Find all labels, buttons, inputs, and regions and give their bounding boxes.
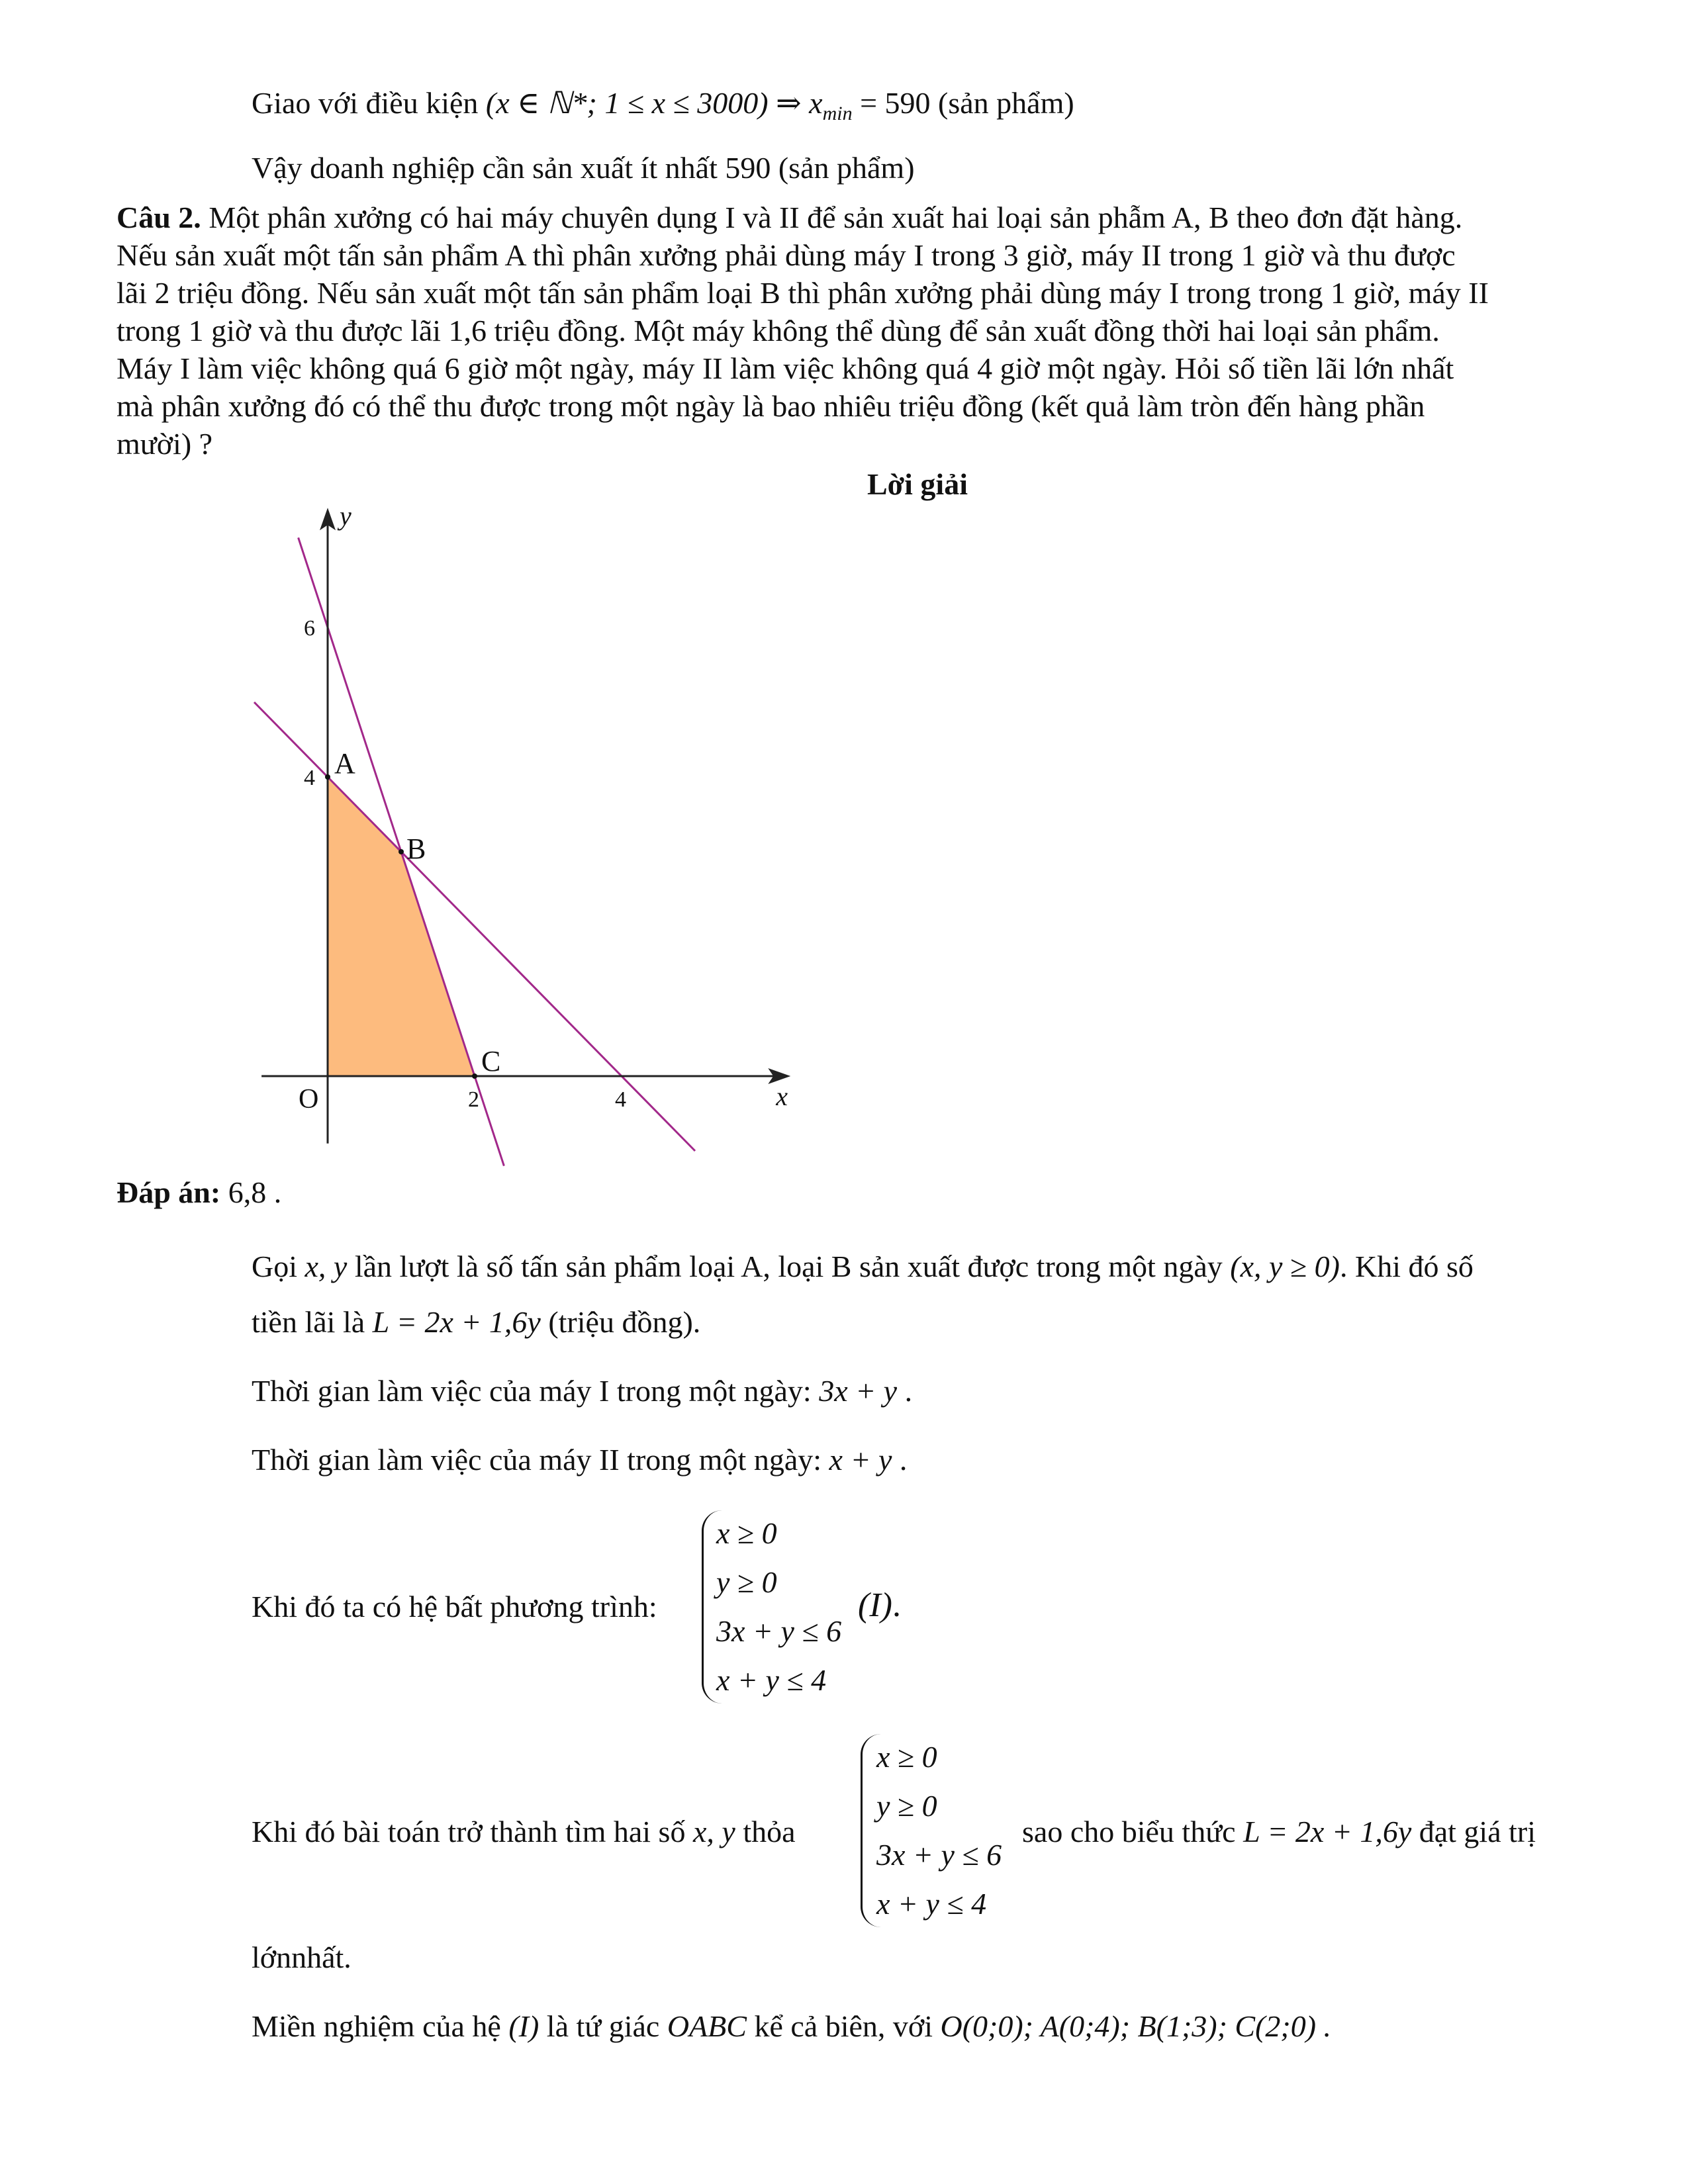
question-line: Máy I làm việc không quá 6 giờ một ngày, máy II làm việc không quá 4 giờ một ngày. Hỏi số tiền lãi lớn nhất xyxy=(117,351,1454,385)
x-tick-label: 2 xyxy=(468,1087,479,1112)
variables: x, y xyxy=(305,1250,348,1283)
shape-name: OABC xyxy=(667,2009,747,2043)
paragraph-problem: Khi đó bài toán trở thành tìm hai số x, y thỏa xyxy=(252,1815,796,1848)
profit-expression: L = 2x + 1,6y xyxy=(372,1305,541,1339)
question-label: Câu 2. xyxy=(117,201,201,234)
y-axis-label: y xyxy=(340,501,352,531)
vertex-A-label: A xyxy=(334,747,355,780)
paragraph-problem-tail: sao cho biểu thức L = 2x + 1,6y đạt giá trị xyxy=(1022,1815,1536,1848)
constraint-line-2 xyxy=(254,702,695,1151)
question-line: Nếu sản xuất một tấn sản phẩm A thì phân xưởng phải dùng máy I trong 3 giờ, máy II trong 1 giờ và thu được xyxy=(117,238,1456,272)
inequality: x ≥ 0 xyxy=(876,1740,937,1774)
system-tag: (I) xyxy=(508,2009,539,2043)
line-condition xyxy=(252,85,1074,132)
profit-expression: L = 2x + 1,6y xyxy=(1243,1815,1412,1848)
paragraph-problem-end: lớnnhất. xyxy=(252,1940,352,1974)
condition-expression: (x ∈ ℕ*; 1 ≤ x ≤ 3000) ⇒ x xyxy=(485,86,823,120)
vertex-list: O(0;0); A(0;4); B(1;3); C(2;0) . xyxy=(940,2009,1332,2043)
inequality: y ≥ 0 xyxy=(876,1789,937,1823)
question-block xyxy=(117,199,1606,463)
x-axis-label: x xyxy=(776,1081,788,1111)
question-line: lãi 2 triệu đồng. Nếu sản xuất một tấn sản phẩm loại B thì phân xưởng phải dùng máy I trong trong 1 giờ, máy II xyxy=(117,276,1489,310)
vertex-C-label: C xyxy=(481,1045,501,1077)
system-lead: Khi đó ta có hệ bất phương trình: xyxy=(252,1590,657,1623)
line-conclusion: Vậy doanh nghiệp cần sản xuất ít nhất 590 (sản phẩm) xyxy=(252,151,915,185)
machine-1-expression: 3x + y xyxy=(819,1374,898,1408)
nonneg-condition: (x, y ≥ 0) xyxy=(1230,1250,1340,1283)
system-tag: (I). xyxy=(858,1586,901,1624)
answer-label: Đáp án: xyxy=(117,1175,221,1209)
inequality: x + y ≤ 4 xyxy=(876,1887,987,1921)
y-tick-label: 6 xyxy=(304,616,315,641)
paragraph-profit: tiền lãi là L = 2x + 1,6y (triệu đồng). xyxy=(252,1305,701,1339)
inequality: 3x + y ≤ 6 xyxy=(716,1614,842,1648)
system-inequalities xyxy=(716,1509,841,1705)
paragraph-variables: Gọi x, y lần lượt là số tấn sản phẩm loại A, loại B sản xuất được trong một ngày (x, y ≥ 0). Khi đó số xyxy=(252,1250,1474,1283)
question-line: mười) ? xyxy=(117,427,213,461)
x-tick-label: 4 xyxy=(615,1087,626,1112)
machine-2-expression: x + y xyxy=(829,1443,892,1477)
question-line: mà phân xưởng đó có thể thu được trong một ngày là bao nhiêu triệu đồng (kết quả làm tròn đến hàng phần xyxy=(117,389,1425,423)
feasible-region-chart xyxy=(238,501,821,1152)
vertex-B-label: B xyxy=(406,833,426,865)
paragraph-machine-2: Thời gian làm việc của máy II trong một ngày: x + y . xyxy=(252,1443,908,1477)
paragraph-machine-1: Thời gian làm việc của máy I trong một ngày: 3x + y . xyxy=(252,1374,913,1408)
paragraph-region: Miền nghiệm của hệ (I) là tứ giác OABC kể cả biên, với O(0;0); A(0;4); B(1;3); C(2;0) . xyxy=(252,2009,1332,2043)
question-line: trong 1 giờ và thu được lãi 1,6 triệu đồng. Một máy không thể dùng để sản xuất đồng thời hai loại sản phẩm. xyxy=(117,314,1440,347)
y-tick-label: 4 xyxy=(304,766,315,790)
condition-unit: (sản phẩm) xyxy=(938,86,1074,120)
inequality: x ≥ 0 xyxy=(716,1516,777,1550)
feasible-region xyxy=(328,777,475,1076)
condition-result: = 590 xyxy=(860,86,931,120)
vertex-C-point xyxy=(472,1073,477,1079)
condition-prefix: Giao với điều kiện xyxy=(252,86,479,120)
condition-subscript: min xyxy=(822,103,853,125)
inequality: y ≥ 0 xyxy=(716,1565,777,1599)
inequality: 3x + y ≤ 6 xyxy=(876,1838,1002,1872)
origin-label: O xyxy=(299,1084,319,1115)
answer-value: 6,8 . xyxy=(228,1175,282,1209)
question-line: Câu 2. Một phân xưởng có hai máy chuyên dụng I và II để sản xuất hai loại sản phẫm A, B theo đơn đặt hàng. xyxy=(117,201,1463,234)
inequality: x + y ≤ 4 xyxy=(716,1663,827,1697)
solution-title: Lời giải xyxy=(867,467,968,501)
variables: x, y xyxy=(692,1815,735,1848)
vertex-B-point xyxy=(399,849,404,854)
answer-line xyxy=(117,1174,281,1211)
system-inequalities xyxy=(876,1733,1002,1929)
vertex-A-point xyxy=(325,774,330,780)
